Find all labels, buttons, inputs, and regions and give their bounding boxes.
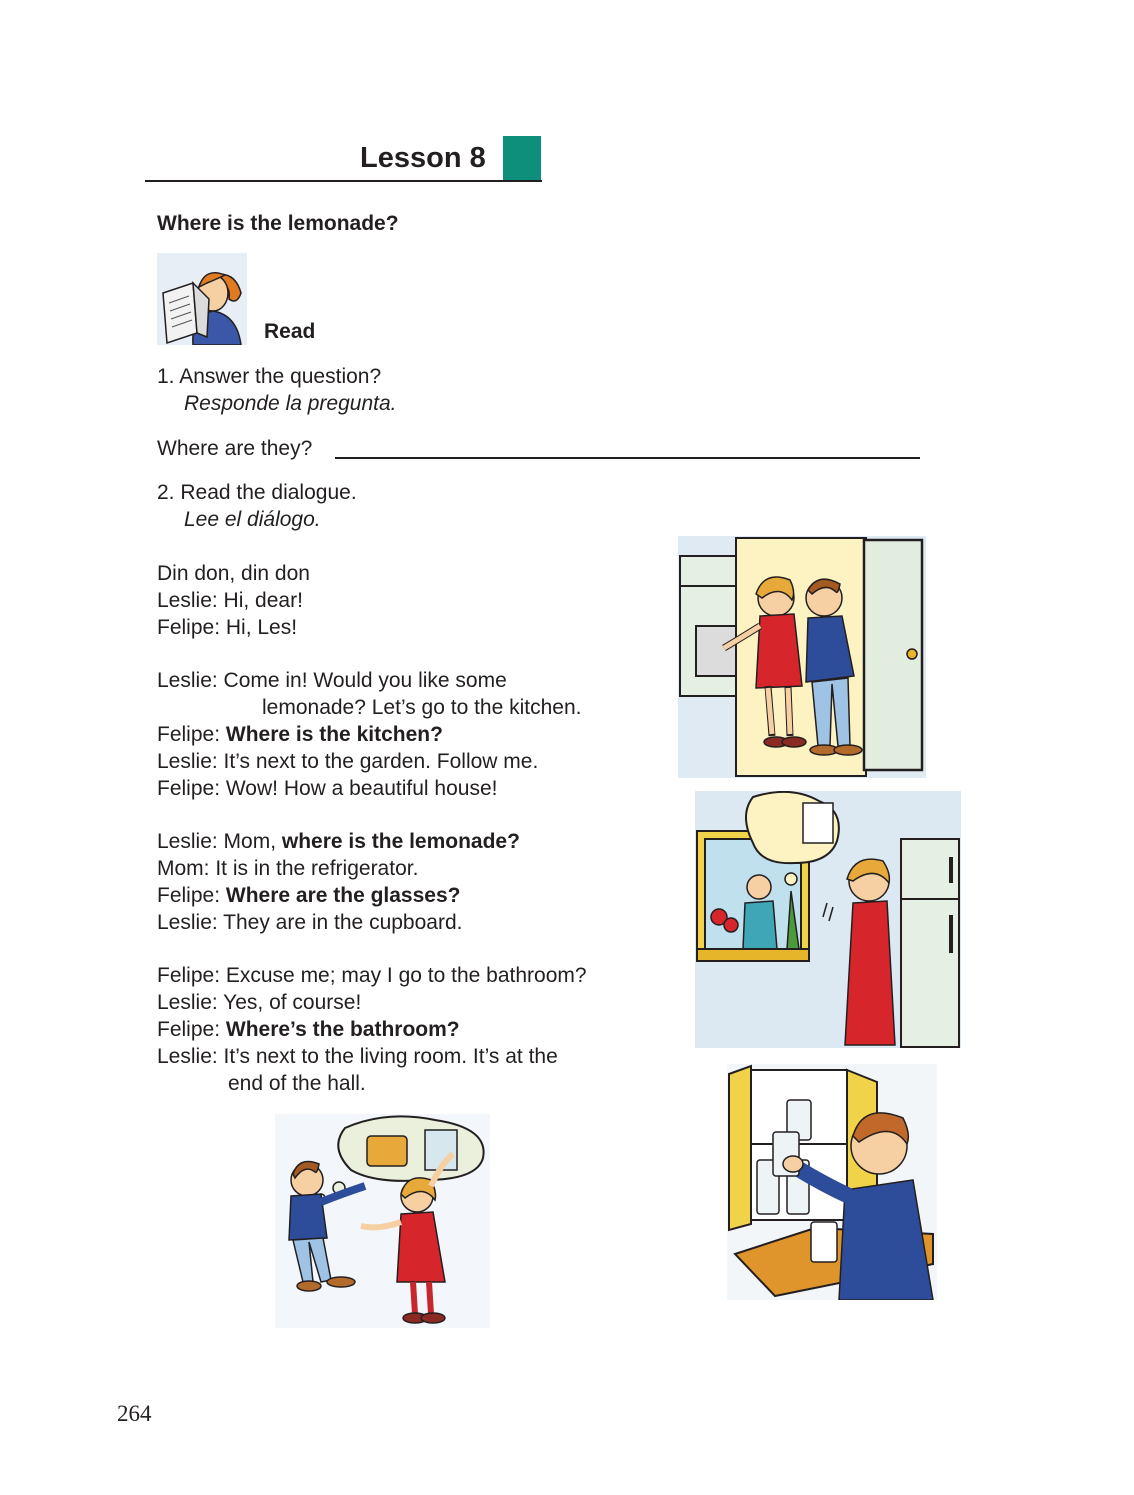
dialogue-line: Leslie: It’s next to the living room. It’s at the [157, 1045, 558, 1068]
key-question: Where is the kitchen? [225, 723, 443, 746]
dialogue-line-continued: end of the hall. [228, 1072, 366, 1095]
bathroom-directions-illustration [275, 1114, 490, 1328]
exercise1-question: Where are they? [157, 437, 313, 460]
lesson-accent-block [503, 136, 541, 181]
dialogue-line [157, 721, 443, 748]
dialogue-line: Leslie: Come in! Would you like some [157, 669, 507, 692]
dialogue-line: Leslie: They are in the cupboard. [157, 911, 463, 934]
title-underline [145, 180, 542, 182]
speaker: Felipe: [157, 884, 226, 907]
dialogue-line: Felipe: Wow! How a beautiful house! [157, 777, 498, 800]
reading-girl-illustration [157, 253, 247, 345]
page-number: 264 [117, 1401, 152, 1426]
key-question: Where’s the bathroom? [225, 1018, 460, 1041]
exercise1-instruction: 1. Answer the question? [157, 365, 382, 388]
lesson-title: Lesson 8 [360, 142, 486, 174]
dialogue-line: Felipe: Hi, Les! [157, 616, 298, 639]
speaker: Leslie: Mom, [157, 830, 282, 853]
speaker: Felipe: [157, 1018, 226, 1041]
answer-blank-line[interactable] [335, 457, 920, 459]
dialogue-line: Leslie: Hi, dear! [157, 589, 303, 612]
dialogue-line [157, 1016, 460, 1043]
key-question: Where are the glasses? [225, 884, 461, 907]
dialogue-line-continued: lemonade? Let’s go to the kitchen. [262, 696, 582, 719]
dialogue-line: Din don, din don [157, 562, 310, 585]
refrigerator-question-illustration [695, 791, 961, 1048]
key-question: where is the lemonade? [281, 830, 520, 853]
cupboard-glasses-illustration [727, 1064, 937, 1300]
dialogue-line: Felipe: Excuse me; may I go to the bathroom? [157, 964, 587, 987]
exercise2-instruction: 2. Read the dialogue. [157, 481, 357, 504]
dialogue-line [157, 828, 520, 855]
exercise1-translation: Responde la pregunta. [184, 392, 397, 415]
exercise2-translation: Lee el diálogo. [184, 508, 321, 531]
kitchen-doorway-illustration [678, 536, 926, 778]
dialogue-line [157, 882, 460, 909]
speaker: Felipe: [157, 723, 226, 746]
dialogue-line: Leslie: It’s next to the garden. Follow me. [157, 750, 539, 773]
dialogue-line: Mom: It is in the refrigerator. [157, 857, 419, 880]
dialogue-line: Leslie: Yes, of course! [157, 991, 362, 1014]
section-title: Where is the lemonade? [157, 212, 399, 235]
read-label: Read [264, 320, 316, 343]
